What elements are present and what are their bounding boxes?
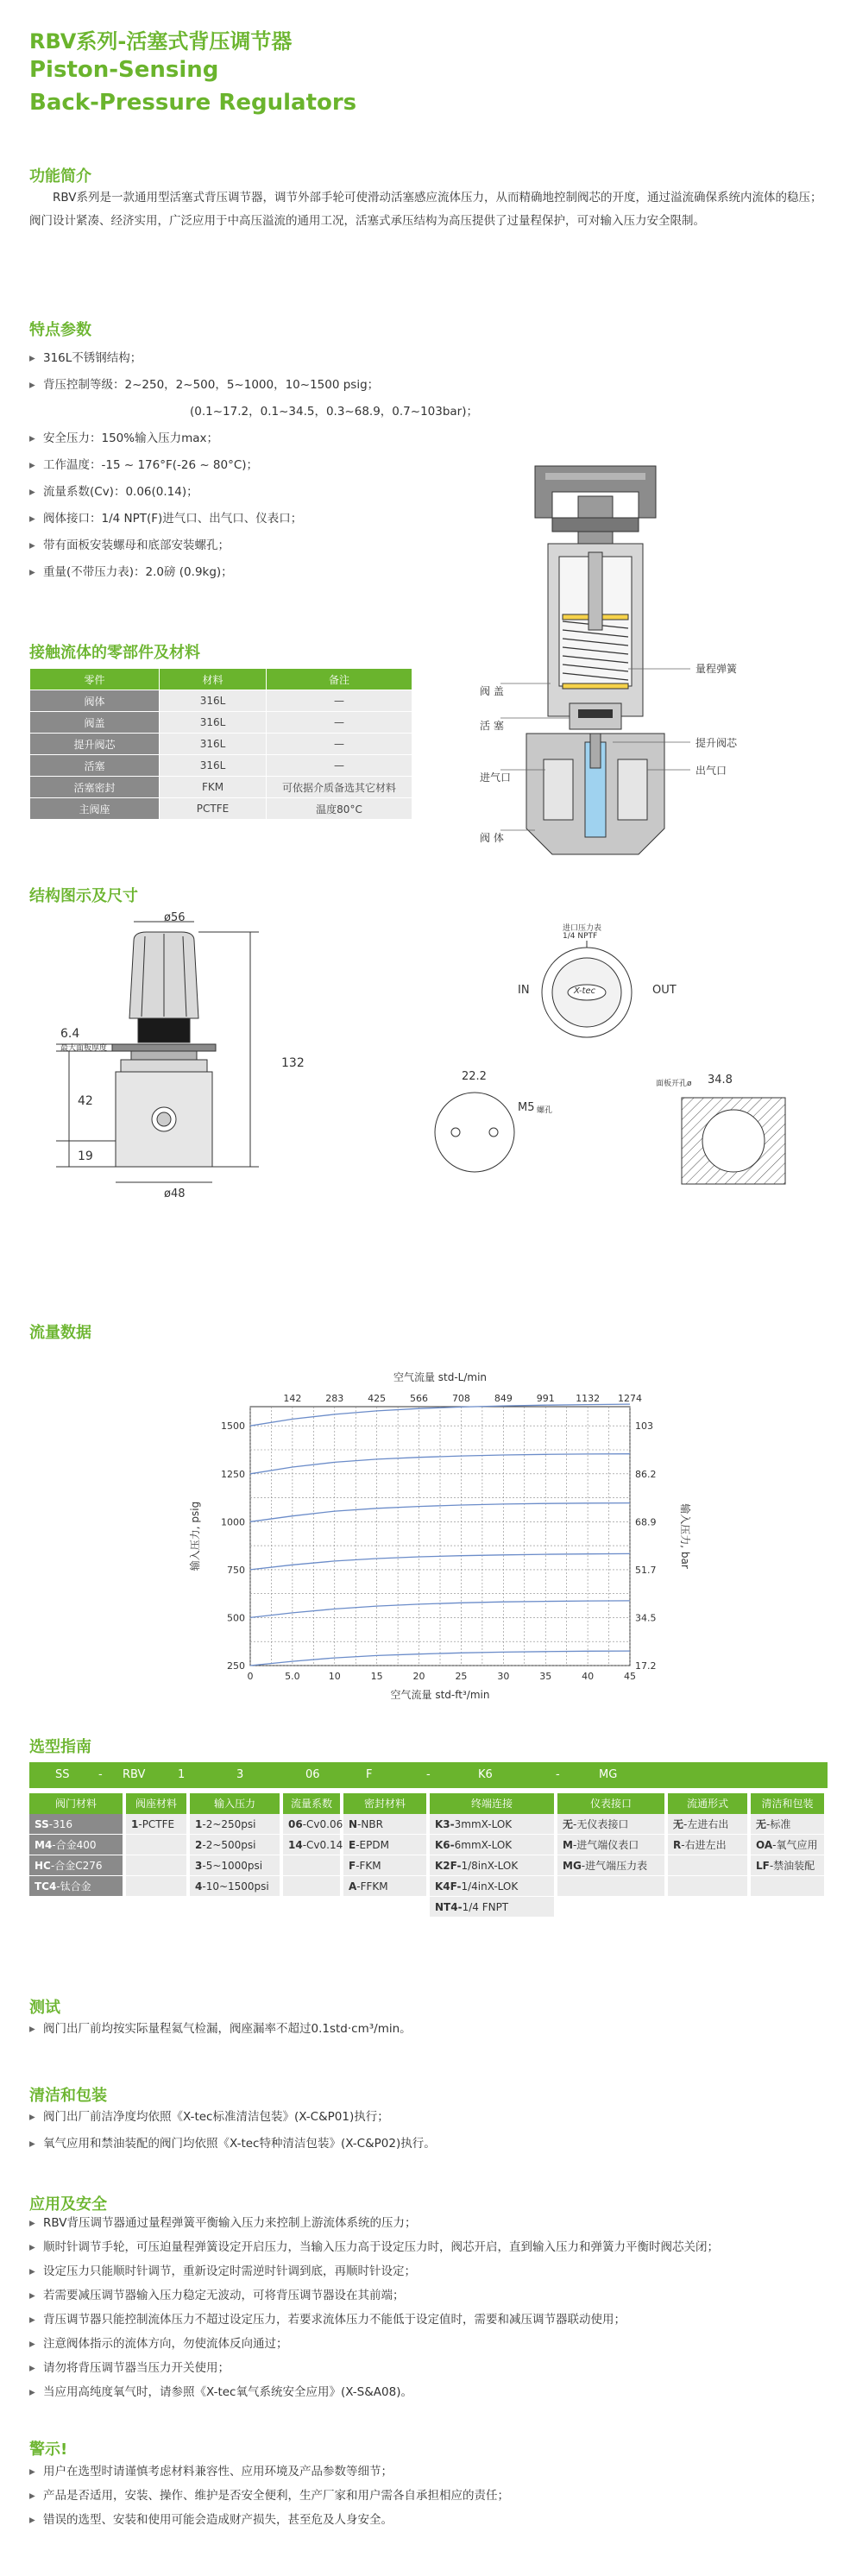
title-en-1: Piston-Sensing xyxy=(29,57,219,83)
selection-column xyxy=(430,1793,554,1918)
selection-column xyxy=(190,1793,280,1897)
selection-row xyxy=(557,1876,664,1897)
warning-title: 警示! xyxy=(29,2441,68,2459)
dim-out: OUT xyxy=(652,984,677,997)
selection-code-bar xyxy=(29,1762,828,1788)
code-part: RBV xyxy=(123,1768,146,1781)
x-tick-label: 10 xyxy=(328,1671,341,1682)
selection-column-header: 流通形式 xyxy=(668,1793,747,1814)
dim-22-2: 22.2 xyxy=(462,1070,487,1083)
safety-title: 应用及安全 xyxy=(29,2195,107,2214)
label-inlet: 进气口 xyxy=(480,772,512,784)
selection-row: 无-标准 xyxy=(751,1814,824,1835)
dim-logo: X-tec xyxy=(574,986,596,996)
table-row: 活塞密封 FKM 可依据介质备选其它材料 xyxy=(30,777,412,798)
selection-row: A-FFKM xyxy=(343,1876,426,1897)
selection-row: K4F-1/4inX-LOK xyxy=(430,1876,554,1897)
selection-row: OA-氧气应用 xyxy=(751,1835,824,1855)
x-axis-label: 空气流量 std-ft³/min xyxy=(390,1689,490,1701)
label-outlet: 出气口 xyxy=(696,765,727,777)
dim-m5: M5 xyxy=(518,1101,535,1114)
intro-title: 功能简介 xyxy=(29,167,91,186)
list-item: ▸ 错误的选型、安装和使用可能会造成财产损失，甚至危及人身安全。 xyxy=(29,2513,393,2527)
code-part: 3 xyxy=(236,1768,244,1781)
dim-34-8: 34.8 xyxy=(708,1074,733,1086)
warning-list xyxy=(29,2459,509,2532)
selection-row: 1-PCTFE xyxy=(126,1814,186,1835)
feature-item: ▸ 重量(不带压力表)：2.0磅 (0.9kg)； xyxy=(29,565,233,579)
list-item: ▸ 设定压力只能顺时针调节，重新设定时需逆时针调到底，再顺时针设定； xyxy=(29,2264,416,2278)
feature-item: ▸ 工作温度：-15 ~ 176°F(-26 ~ 80°C)； xyxy=(29,458,259,472)
cross-section-drawing xyxy=(483,457,708,872)
y-tick-label: 1000 xyxy=(221,1516,245,1528)
feature-item: (0.1~17.2，0.1~34.5，0.3~68.9，0.7~103bar)； xyxy=(190,405,478,419)
list-item: ▸ 产品是否适用，安装、操作、维护是否安全便利，生产厂家和用户需各自承担相应的责任； xyxy=(29,2489,509,2503)
selection-row: F-FKM xyxy=(343,1855,426,1876)
x-tick-label: 25 xyxy=(455,1671,468,1682)
label-poppet: 提升阀芯 xyxy=(696,737,738,749)
selection-row: 3-5~1000psi xyxy=(190,1855,280,1876)
selection-row: 1-2~250psi xyxy=(190,1814,280,1835)
selection-column xyxy=(29,1793,123,1897)
x-tick-label: 35 xyxy=(539,1671,552,1682)
list-item: ▸ 顺时针调节手轮，可压迫量程弹簧设定开启压力，当输入压力高于设定压力时，阀芯开启，直到输入压力和弹簧力平衡时阀芯关闭； xyxy=(29,2240,719,2254)
selection-row: K3-3mmX-LOK xyxy=(430,1814,554,1835)
list-item: ▸ 背压调节器只能控制流体压力不超过设定压力，若要求流体压力不能低于设定值时，需要和减压调节器联动使用； xyxy=(29,2313,626,2327)
selection-row: K6-6mmX-LOK xyxy=(430,1835,554,1855)
y2-tick-label: 86.2 xyxy=(635,1468,657,1480)
selection-column-header: 阀门材料 xyxy=(29,1793,123,1814)
selection-row: E-EPDM xyxy=(343,1835,426,1855)
safety-list xyxy=(29,2211,719,2404)
dim-19: 19 xyxy=(78,1149,93,1163)
code-part: F xyxy=(366,1768,373,1781)
dim-panel-note: 最大面板厚度 xyxy=(60,1044,108,1053)
top-tick-label: 1274 xyxy=(618,1393,642,1404)
list-item: ▸ 用户在选型时请谨慎考虑材料兼容性、应用环境及产品参数等细节； xyxy=(29,2465,393,2478)
table-row: 主阀座 PCTFE 温度80°C xyxy=(30,798,412,820)
selection-row: TC4-钛合金 xyxy=(29,1876,123,1897)
testing-title: 测试 xyxy=(29,1999,60,2017)
selection-column-header: 仪表接口 xyxy=(557,1793,664,1814)
selection-row: HC-合金C276 xyxy=(29,1855,123,1876)
code-part: - xyxy=(426,1768,431,1781)
table-row: 活塞 316L — xyxy=(30,755,412,777)
table-header: 备注 xyxy=(267,669,412,690)
dimension-drawing-bottom xyxy=(431,1089,518,1175)
feature-item: ▸ 安全压力：150%输入压力max； xyxy=(29,431,219,445)
dim-42: 42 xyxy=(78,1094,93,1108)
dim-gauge-port: 进口压力表 xyxy=(563,924,602,933)
selection-column xyxy=(668,1793,747,1897)
dim-6-4: 6.4 xyxy=(60,1027,80,1041)
features-title: 特点参数 xyxy=(29,321,91,339)
selection-row: 14-Cv0.14 xyxy=(283,1835,340,1855)
testing-list xyxy=(29,2016,412,2043)
table-header: 材料 xyxy=(160,669,267,690)
x-tick-label: 20 xyxy=(412,1671,425,1682)
dim-m5-note: 螺孔 xyxy=(537,1106,553,1115)
table-header: 零件 xyxy=(30,669,160,690)
selection-row: K2F-1/8inX-LOK xyxy=(430,1855,554,1876)
selection-row: NT4-1/4 FNPT xyxy=(430,1897,554,1918)
list-item: ▸ 阀门出厂前均按实际量程氦气检漏，阀座漏率不超过0.1std·cm³/min。 xyxy=(29,2022,412,2036)
selection-row: M4-合金400 xyxy=(29,1835,123,1855)
selection-column xyxy=(343,1793,426,1897)
feature-item: ▸ 316L不锈钢结构； xyxy=(29,351,142,365)
y-tick-label: 1250 xyxy=(221,1468,245,1480)
title-en-2: Back-Pressure Regulators xyxy=(29,90,357,116)
cleaning-list xyxy=(29,2104,436,2157)
selection-row: 无-无仪表接口 xyxy=(557,1814,664,1835)
x-tick-label: 0 xyxy=(247,1671,254,1682)
feature-item: ▸ 流量系数(Cv)：0.06(0.14)； xyxy=(29,485,198,499)
label-spring: 量程弹簧 xyxy=(696,663,738,675)
dimension-drawing-side xyxy=(52,915,337,1225)
selection-row: R-右进左出 xyxy=(668,1835,747,1855)
y2-tick-label: 68.9 xyxy=(635,1516,657,1528)
top-tick-label: 708 xyxy=(451,1393,470,1404)
cleaning-title: 清洁和包装 xyxy=(29,2087,107,2105)
selection-column-header: 输入压力 xyxy=(190,1793,280,1814)
x-tick-label: 30 xyxy=(497,1671,510,1682)
selection-column xyxy=(126,1793,186,1897)
dim-npt: 1/4 NPTF xyxy=(563,932,598,941)
top-axis-label: 空气流量 std-L/min xyxy=(393,1371,488,1383)
selection-row xyxy=(668,1876,747,1897)
x-tick-label: 40 xyxy=(582,1671,595,1682)
label-body: 阀 体 xyxy=(480,832,504,844)
selection-row xyxy=(126,1855,186,1876)
dim-d56: ø56 xyxy=(164,911,186,924)
dim-in: IN xyxy=(518,984,530,997)
top-tick-label: 142 xyxy=(283,1393,302,1404)
top-tick-label: 1132 xyxy=(576,1393,601,1404)
dimension-drawing-panel xyxy=(673,1089,794,1193)
list-item: ▸ 当应用高纯度氧气时，请参照《X-tec氧气系统安全应用》(X-S&A08)。 xyxy=(29,2385,412,2399)
selection-row: SS-316 xyxy=(29,1814,123,1835)
code-part: 1 xyxy=(178,1768,186,1781)
top-tick-label: 566 xyxy=(410,1393,429,1404)
selection-row xyxy=(283,1876,340,1897)
selection-column-header: 密封材料 xyxy=(343,1793,426,1814)
list-item: ▸ RBV背压调节器通过量程弹簧平衡输入压力来控制上游流体系统的压力； xyxy=(29,2216,417,2230)
y2-axis-label: 输入压力, bar xyxy=(679,1503,691,1569)
list-item: ▸ 请勿将背压调节器当压力开关使用； xyxy=(29,2361,230,2375)
selection-row: MG-进气端压力表 xyxy=(557,1855,664,1876)
code-part: 06 xyxy=(305,1768,320,1781)
code-part: SS xyxy=(55,1768,70,1781)
table-row: 阀体 316L — xyxy=(30,690,412,712)
top-tick-label: 283 xyxy=(325,1393,344,1404)
selection-row xyxy=(126,1876,186,1897)
x-tick-label: 45 xyxy=(624,1671,636,1682)
y2-tick-label: 17.2 xyxy=(635,1660,657,1672)
y-tick-label: 500 xyxy=(227,1612,245,1624)
selection-row: M-进气端仪表口 xyxy=(557,1835,664,1855)
selection-column-header: 流量系数 xyxy=(283,1793,340,1814)
dim-d48: ø48 xyxy=(164,1187,186,1200)
dimensions-title: 结构图示及尺寸 xyxy=(29,887,138,905)
selection-column xyxy=(557,1793,664,1897)
y-axis-label: 输入压力, psig xyxy=(189,1501,201,1571)
materials-table xyxy=(29,668,412,820)
code-part: - xyxy=(556,1768,560,1781)
selection-row: N-NBR xyxy=(343,1814,426,1835)
label-piston: 活 塞 xyxy=(480,720,504,732)
list-item: ▸ 氧气应用和禁油装配的阀门均依照《X-tec特种清洁包装》(X-C&P02)执行。 xyxy=(29,2137,436,2151)
selection-row xyxy=(283,1855,340,1876)
selection-row: 4-10~1500psi xyxy=(190,1876,280,1897)
feature-item: ▸ 背压控制等级：2~250，2~500，5~1000，10~1500 psig； xyxy=(29,378,380,392)
dim-132: 132 xyxy=(281,1056,305,1070)
top-tick-label: 425 xyxy=(368,1393,387,1404)
y2-tick-label: 51.7 xyxy=(635,1564,657,1576)
selection-column-header: 终端连接 xyxy=(430,1793,554,1814)
flow-title: 流量数据 xyxy=(29,1324,91,1342)
table-row: 阀盖 316L — xyxy=(30,712,412,734)
x-tick-label: 5.0 xyxy=(285,1671,300,1682)
label-bonnet: 阀 盖 xyxy=(480,685,504,697)
list-item: ▸ 阀门出厂前洁净度均依照《X-tec标准清洁包装》(X-C&P01)执行； xyxy=(29,2110,389,2124)
list-item: ▸ 若需要减压调节器输入压力稳定无波动，可将背压调节器设在其前端； xyxy=(29,2289,405,2302)
y-tick-label: 250 xyxy=(227,1660,245,1672)
flow-chart xyxy=(173,1355,708,1709)
series-line xyxy=(250,1553,630,1570)
top-tick-label: 849 xyxy=(494,1393,513,1404)
selection-row: 06-Cv0.06 xyxy=(283,1814,340,1835)
y2-tick-label: 103 xyxy=(635,1420,653,1433)
feature-list xyxy=(29,345,478,586)
y-tick-label: 750 xyxy=(227,1564,245,1576)
top-tick-label: 991 xyxy=(536,1393,555,1404)
y-tick-label: 1500 xyxy=(221,1420,245,1433)
y2-tick-label: 34.5 xyxy=(635,1612,657,1624)
selection-column xyxy=(751,1793,824,1897)
selection-column-header: 阀座材料 xyxy=(126,1793,186,1814)
selection-row xyxy=(668,1855,747,1876)
code-part: MG xyxy=(599,1768,618,1781)
selection-title: 选型指南 xyxy=(29,1738,91,1756)
series-line xyxy=(250,1454,630,1474)
selection-column-header: 清洁和包装 xyxy=(751,1793,824,1814)
dim-panel-hole: 面板开孔ø xyxy=(656,1080,692,1088)
series-line xyxy=(250,1503,630,1522)
selection-row: LF-禁油装配 xyxy=(751,1855,824,1876)
selection-row xyxy=(126,1835,186,1855)
selection-row: 2-2~500psi xyxy=(190,1835,280,1855)
x-tick-label: 15 xyxy=(370,1671,383,1682)
code-part: K6 xyxy=(478,1768,493,1781)
feature-item: ▸ 带有面板安装螺母和底部安装螺孔； xyxy=(29,539,230,552)
feature-item: ▸ 阀体接口：1/4 NPT(F)进气口、出气口、仪表口； xyxy=(29,512,303,526)
selection-column xyxy=(283,1793,343,1897)
code-part: - xyxy=(98,1768,103,1781)
title-cn: RBV系列-活塞式背压调节器 xyxy=(29,29,293,54)
intro-text: RBV系列是一款通用型活塞式背压调节器，调节外部手轮可使滑动活塞感应流体压力，从而精确地控制阀芯的开度，通过溢流确保系统内流体的稳压；阀门设计紧凑、经济实用，广泛应用于中高压溢流的通用工况，活塞式承压结构为高压提供了过量程保护，可对输入压力安全限制。 xyxy=(29,191,822,228)
materials-title: 接触流体的零部件及材料 xyxy=(29,644,200,662)
selection-row: 无-左进右出 xyxy=(668,1814,747,1835)
table-row: 提升阀芯 316L — xyxy=(30,734,412,755)
selection-row xyxy=(751,1876,824,1897)
list-item: ▸ 注意阀体指示的流体方向，勿使流体反向通过； xyxy=(29,2337,288,2351)
